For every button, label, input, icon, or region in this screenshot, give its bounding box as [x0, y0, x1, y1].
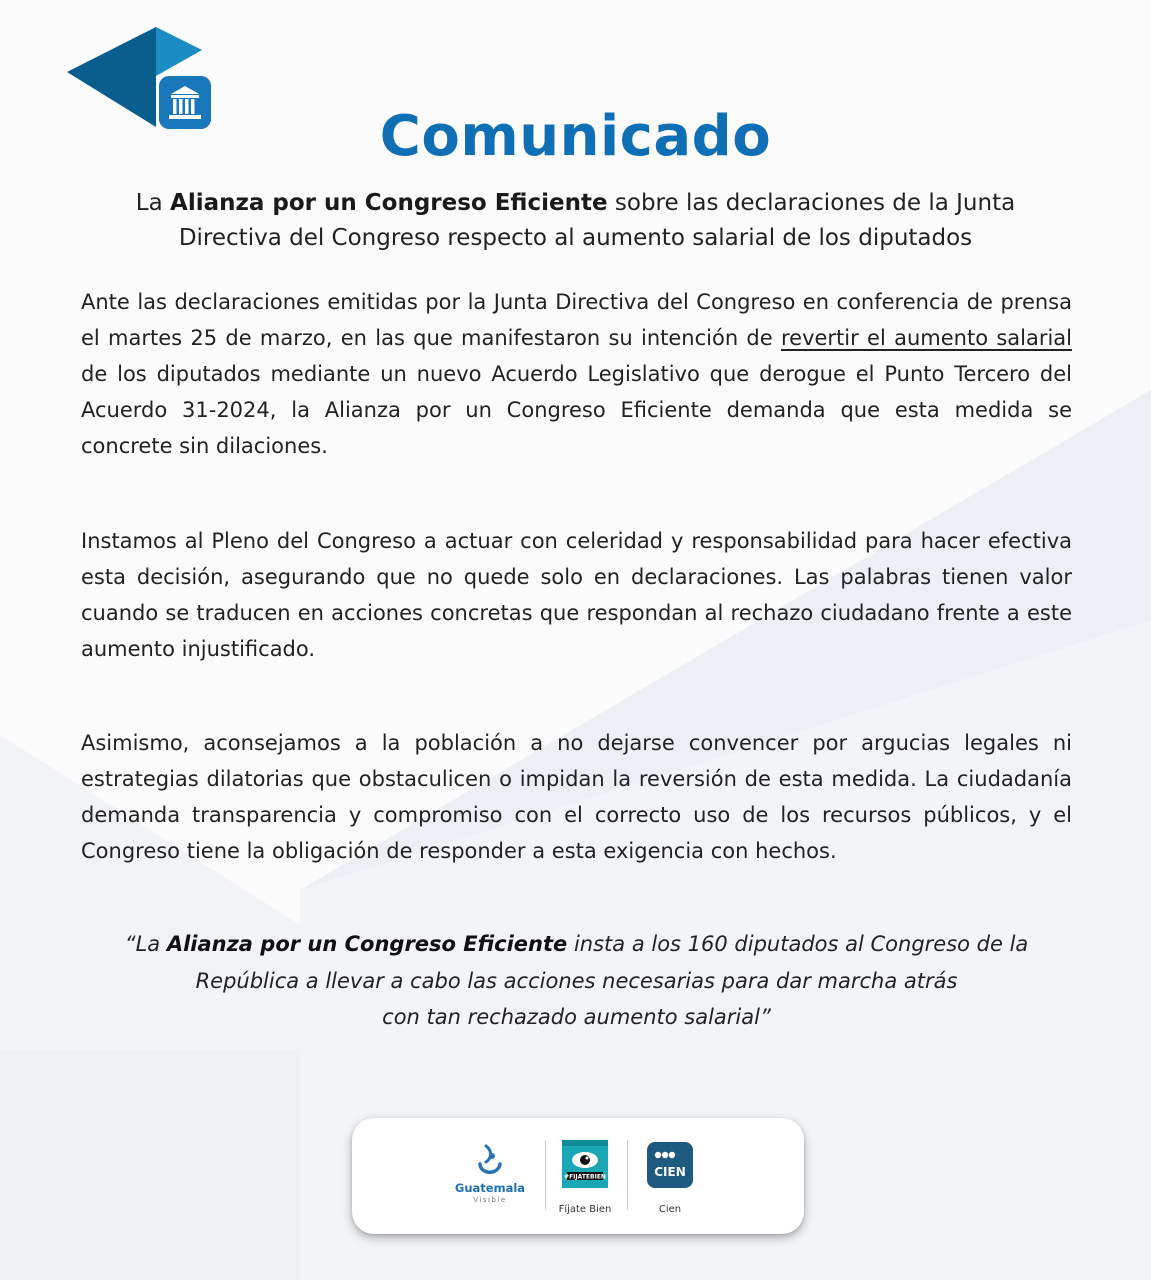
closing-quote	[81, 926, 1072, 1036]
cien-caption: Cien	[658, 1204, 682, 1215]
partner-cien[interactable]	[640, 1118, 700, 1234]
quote-line-2: República a llevar a cabo las acciones necesarias para dar marcha atrás	[195, 968, 958, 993]
quote-line-1: insta a los 160 diputados al Congreso de la	[567, 932, 1029, 956]
partner-guatemala-visible[interactable]	[444, 1118, 536, 1234]
partners-card	[352, 1118, 804, 1234]
guatemala-visible-sub: Visible	[473, 1196, 507, 1204]
quote-open: “La	[124, 932, 167, 956]
paragraph-2: Instamos al Pleno del Congreso a actuar con celeridad y responsabilidad para hacer efectiva esta decisión, asegurando que no quede solo en declaraciones. Las palabras tienen valor cuando se traducen en acciones concretas que respondan al rechazo ciudadano frente a este aumento injustificado.	[81, 529, 1072, 661]
fijate-bien-caption: Fíjate Bien	[558, 1204, 612, 1215]
paragraph-1	[81, 284, 1072, 464]
paragraph-3: Asimismo, aconsejamos a la población a no dejarse convencer por argucias legales ni estrategias dilatorias que obstaculicen o impidan la reversión de esta medida. La ciudadanía demanda transparencia y compromiso con el correcto uso de los recursos públicos, y el Congreso tiene la obligación de responder a esta exigencia con hechos.	[81, 731, 1072, 863]
page-title: Comunicado	[379, 104, 772, 169]
subtitle-pre: La	[135, 190, 171, 216]
fijate-bien-badge: #FIJATEBIEN	[564, 1173, 606, 1181]
subtitle	[110, 186, 1041, 256]
subtitle-organization: Alianza por un Congreso Eficiente	[170, 190, 608, 216]
paragraph-1-pre: Ante las declaraciones emitidas por la Junta Directiva del Congreso en conferencia de prensa el martes 25 de marzo, en las que manifestaron su intención de	[81, 290, 1072, 350]
guatemala-visible-name: Guatemala	[454, 1181, 526, 1195]
guatemala-visible-logo	[472, 1142, 508, 1180]
cien-logo	[647, 1142, 693, 1188]
eye-icon	[562, 1140, 608, 1188]
cien-badge: CIEN	[654, 1165, 686, 1179]
paragraph-1-post: de los diputados mediante un nuevo Acuerdo Legislativo que derogue el Punto Tercero del Acuerdo 31-2024, la Alianza por un Congreso Eficiente demanda que esta medida se concrete sin dilaciones.	[81, 362, 1072, 458]
subtitle-post: sobre las declaraciones de la Junta Directiva del Congreso respecto al aumento salarial de los diputados	[178, 190, 1016, 251]
partner-fijate-bien[interactable]	[552, 1118, 618, 1234]
underlined-phrase: revertir el aumento salarial	[780, 326, 1073, 350]
partner-separator	[545, 1140, 546, 1210]
quote-line-3: con tan rechazado aumento salarial”	[382, 1005, 771, 1029]
partner-separator	[627, 1140, 628, 1210]
quote-organization: Alianza por un Congreso Eficiente	[166, 932, 568, 956]
